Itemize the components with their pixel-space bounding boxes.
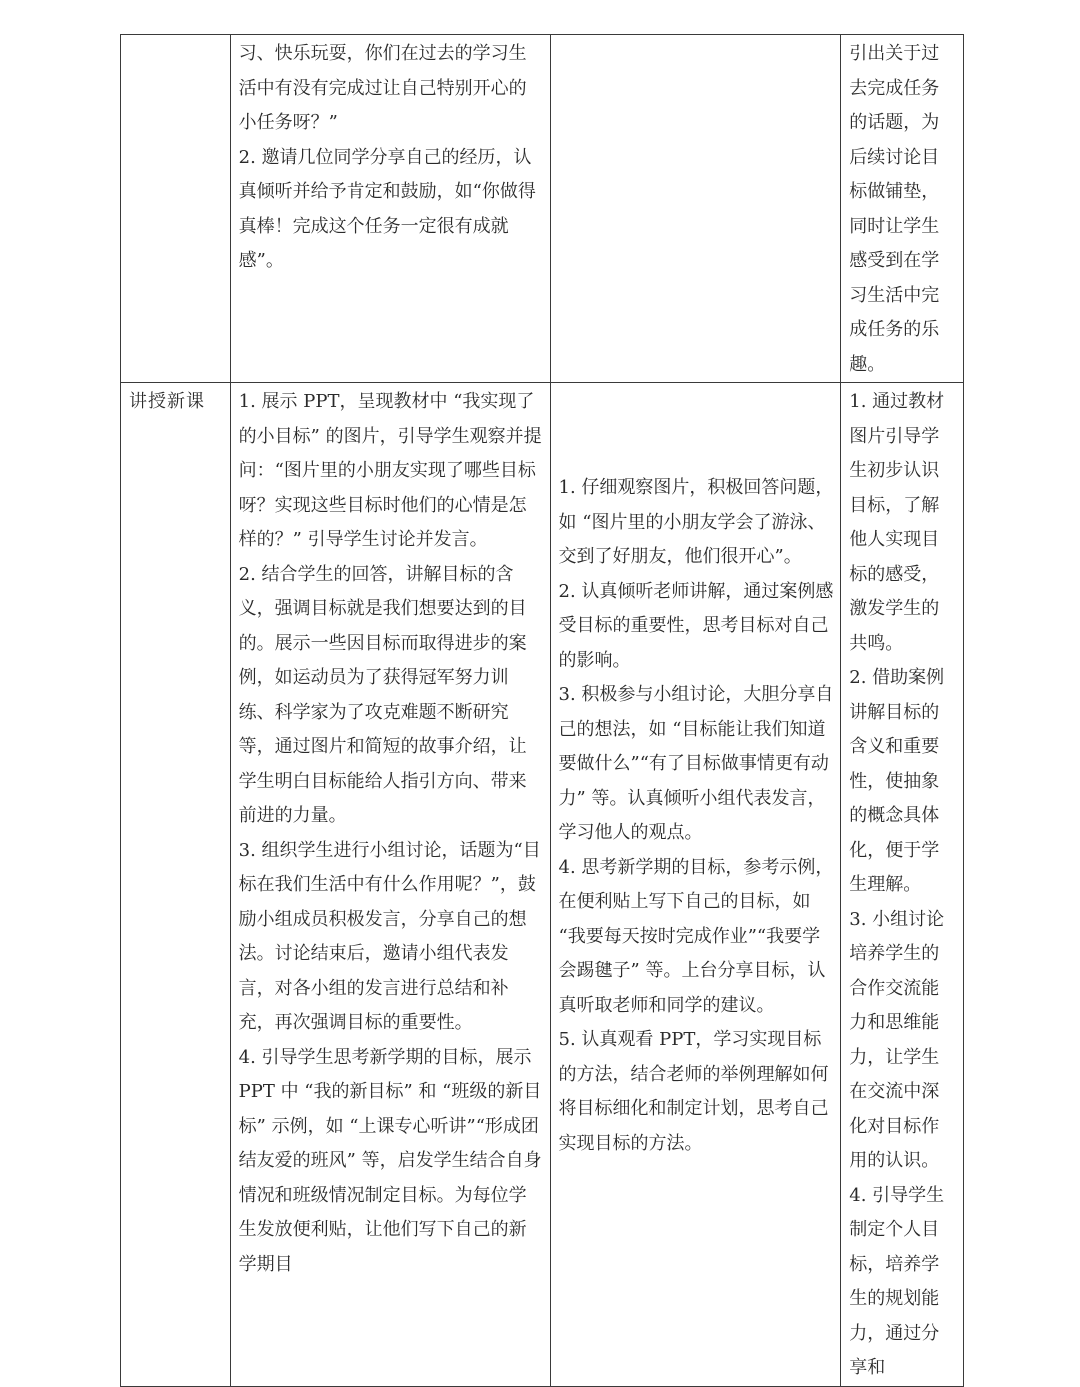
intent-paragraph: 1. 通过教材图片引导学生初步认识目标，了解他人实现目标的感受，激发学生的共鸣。 bbox=[849, 391, 945, 654]
student-paragraph: 2. 认真倾听老师讲解，通过案例感受目标的重要性，思考目标对自己的影响。 bbox=[558, 580, 834, 671]
design-intent-cell bbox=[841, 383, 964, 1387]
section-cell bbox=[121, 35, 231, 383]
student-paragraph: 4. 思考新学期的目标，参考示例，在便利贴上写下自己的目标，如 “我要每天按时完成作业”“我要学会踢毽子” 等。上台分享目标，认真听取老师和同学的建议。 bbox=[558, 856, 834, 1016]
section-cell bbox=[121, 383, 231, 1387]
teacher-paragraph: 1. 展示 PPT，呈现教材中 “我实现了的小目标” 的图片，引导学生观察并提问：“图片里的小朋友实现了哪些目标呀？实现这些目标时他们的心情是怎样的？” 引导学生讨论并发言。 bbox=[238, 391, 542, 550]
teacher-paragraph: 习、快乐玩耍，你们在过去的学习生活中有没有完成过让自己特别开心的小任务呀？” bbox=[238, 43, 527, 133]
teacher-paragraph: 2. 邀请几位同学分享自己的经历，认真倾听并给予肯定和鼓励，如“你做得真棒！完成这个任务一定很有成就感”。 bbox=[238, 146, 536, 271]
teacher-paragraph: 4. 引导学生思考新学期的目标，展示 PPT 中 “我的新目标” 和 “班级的新目标” 示例，如 “上课专心听讲”“形成团结友爱的班风” 等，启发学生结合自身情况和班级情况制定目标。为每位学生发放便利贴，让他们写下自己的新学期目 bbox=[238, 1046, 542, 1275]
teacher-activity-cell bbox=[230, 35, 550, 383]
table-row-new-lesson bbox=[121, 383, 964, 1387]
teacher-paragraph: 3. 组织学生进行小组讨论，话题为“目标在我们生活中有什么作用呢？”，鼓励小组成员积极发言，分享自己的想法。讨论结束后，邀请小组代表发言，对各小组的发言进行总结和补充，再次强调目标的重要性。 bbox=[238, 839, 541, 1033]
intent-paragraph: 3. 小组讨论培养学生的合作交流能力和思维能力，让学生在交流中深化对目标作用的认识。 bbox=[849, 908, 945, 1171]
teacher-activity-cell bbox=[230, 383, 550, 1387]
intent-paragraph: 2. 借助案例讲解目标的含义和重要性，使抽象的概念具体化，便于学生理解。 bbox=[849, 667, 945, 895]
teacher-paragraph: 2. 结合学生的回答，讲解目标的含义，强调目标就是我们想要达到的目的。展示一些因目标而取得进步的案例，如运动员为了获得冠军努力训练、科学家为了攻克难题不断研究等，通过图片和简短的故事介绍，让学生明白目标能给人指引方向、带来前进的力量。 bbox=[238, 563, 527, 826]
table-row-intro-continued bbox=[121, 35, 964, 383]
section-label: 讲授新课 bbox=[129, 391, 205, 412]
student-paragraph: 1. 仔细观察图片，积极回答问题，如 “图片里的小朋友学会了游泳、交到了好朋友，他们很开心”。 bbox=[558, 477, 834, 567]
design-intent-cell bbox=[841, 35, 964, 383]
student-activity-cell bbox=[550, 383, 841, 1387]
lesson-plan-table bbox=[120, 34, 964, 1387]
student-paragraph: 5. 认真观看 PPT，学习实现目标的方法，结合老师的举例理解如何将目标细化和制定计划，思考自己实现目标的方法。 bbox=[558, 1029, 829, 1154]
student-paragraph: 3. 积极参与小组讨论，大胆分享自己的想法，如 “目标能让我们知道要做什么”“有了目标做事情更有动力” 等。认真倾听小组代表发言，学习他人的观点。 bbox=[558, 684, 834, 843]
intent-paragraph: 引出关于过去完成任务的话题，为后续讨论目标做铺垫，同时让学生感受到在学习生活中完成任务的乐趣。 bbox=[849, 43, 940, 375]
student-activity-cell bbox=[550, 35, 841, 383]
intent-paragraph: 4. 引导学生制定个人目标，培养学生的规划能力，通过分享和 bbox=[849, 1184, 945, 1378]
